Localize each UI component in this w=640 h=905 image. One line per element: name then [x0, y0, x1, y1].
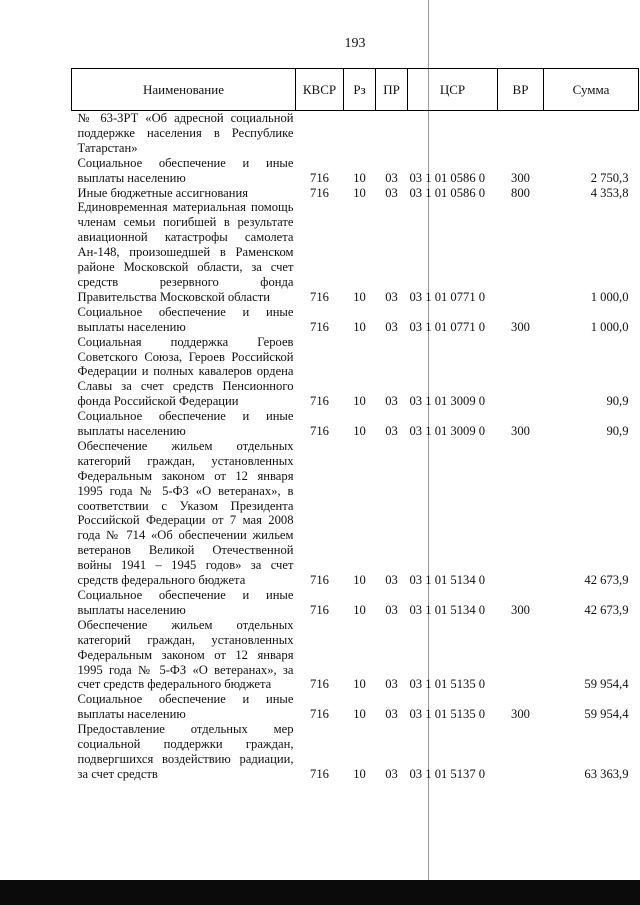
table-row — [72, 588, 639, 618]
cell-kvsr: 716 — [310, 289, 329, 304]
header-sum: Сумма — [544, 69, 639, 111]
cell-sum: 42 673,9 — [584, 573, 629, 588]
cell-rz: 10 — [353, 677, 366, 692]
cell-kvsr: 716 — [310, 677, 329, 692]
cell-kvsr: 716 — [310, 424, 329, 439]
header-pr: ПР — [376, 69, 408, 111]
budget-table-container — [71, 68, 638, 782]
cell-vr: 300 — [511, 170, 530, 185]
cell-kvsr: 716 — [310, 394, 329, 409]
cell-csr — [408, 111, 498, 156]
cell-rz: 10 — [353, 707, 366, 722]
cell-vr — [498, 335, 544, 410]
page-number: 193 — [344, 36, 366, 51]
cell-name: Предоставление отдельных мер социальной поддержки граждан, подвергшихся воздействию радиации, за счет средств — [77, 722, 294, 781]
cell-pr: 03 — [385, 170, 398, 185]
cell-kvsr: 716 — [310, 185, 329, 200]
table-row — [72, 722, 639, 782]
budget-table — [71, 68, 639, 782]
cell-kvsr: 716 — [310, 573, 329, 588]
table-row — [72, 439, 639, 588]
cell-name: Социальное обеспечение и иные выплаты населению — [77, 588, 294, 617]
header-vr: ВР — [498, 69, 544, 111]
cell-rz: 10 — [353, 289, 366, 304]
cell-pr: 03 — [385, 394, 398, 409]
cell-kvsr: 716 — [310, 170, 329, 185]
cell-sum: 90,9 — [606, 394, 629, 409]
cell-sum: 4 353,8 — [590, 185, 629, 200]
cell-name: Обеспечение жильем отдельных категорий граждан, установленных Федеральным законом от 12 января 1995 года № 5-ФЗ «О ветеранах», в соответствии с Указом Президента Российской Федерации от 7 мая 2008 года № 714 «Об обеспечении жильем ветеранов Великой Отечественной войны 1941 – 1945 годов» за счет средств федерального бюджета — [77, 438, 294, 588]
cell-kvsr: 716 — [310, 766, 329, 781]
cell-pr: 03 — [385, 573, 398, 588]
cell-sum: 90,9 — [606, 424, 629, 439]
cell-vr — [498, 722, 544, 782]
cell-csr: 03 1 01 5134 0 — [409, 602, 486, 617]
cell-name: Социальное обеспечение и иные выплаты населению — [77, 155, 294, 185]
cell-vr — [498, 111, 544, 156]
cell-csr: 03 1 01 0586 0 — [409, 185, 486, 200]
cell-csr: 03 1 01 0771 0 — [409, 319, 486, 334]
header-name: Наименование — [72, 69, 296, 111]
cell-pr: 03 — [385, 766, 398, 781]
cell-csr: 03 1 01 0771 0 — [409, 289, 486, 304]
header-rz: Рз — [344, 69, 376, 111]
table-row — [72, 618, 639, 693]
cell-rz: 10 — [353, 766, 366, 781]
cell-pr: 03 — [385, 677, 398, 692]
cell-vr — [498, 200, 544, 304]
cell-kvsr: 716 — [310, 707, 329, 722]
cell-vr: 800 — [511, 185, 530, 200]
cell-kvsr: 716 — [310, 319, 329, 334]
cell-pr: 03 — [385, 707, 398, 722]
cell-rz: 10 — [353, 170, 366, 185]
cell-csr: 03 1 01 5135 0 — [409, 677, 486, 692]
table-row — [72, 692, 639, 722]
cell-csr: 03 1 01 5135 0 — [409, 707, 486, 722]
cell-csr: 03 1 01 5134 0 — [409, 573, 486, 588]
cell-rz: 10 — [353, 573, 366, 588]
table-header-row — [72, 69, 639, 111]
cell-pr — [376, 111, 408, 156]
cell-vr — [498, 618, 544, 693]
cell-csr: 03 1 01 3009 0 — [409, 424, 486, 439]
cell-sum: 2 750,3 — [590, 170, 629, 185]
cell-kvsr — [296, 111, 344, 156]
table-row — [72, 200, 639, 304]
cell-vr — [498, 439, 544, 588]
cell-rz: 10 — [353, 185, 366, 200]
cell-name: Социальное обеспечение и иные выплаты населению — [77, 409, 294, 439]
header-csr: ЦСР — [408, 69, 498, 111]
cell-vr: 300 — [511, 602, 530, 617]
cell-csr: 03 1 01 3009 0 — [409, 394, 486, 409]
table-row — [72, 305, 639, 335]
cell-sum: 59 954,4 — [584, 677, 629, 692]
cell-csr: 03 1 01 0586 0 — [409, 170, 486, 185]
table-row — [72, 111, 639, 156]
cell-name: Социальное обеспечение и иные выплаты населению — [77, 304, 294, 334]
cell-pr: 03 — [385, 289, 398, 304]
cell-rz: 10 — [353, 394, 366, 409]
cell-rz: 10 — [353, 602, 366, 617]
cell-sum: 63 363,9 — [584, 766, 629, 781]
cell-name: Иные бюджетные ассигнования — [77, 185, 249, 200]
cell-csr: 03 1 01 5137 0 — [409, 766, 486, 781]
cell-rz — [344, 111, 376, 156]
cell-pr: 03 — [385, 319, 398, 334]
table-row — [72, 409, 639, 439]
cell-rz: 10 — [353, 424, 366, 439]
cell-pr: 03 — [385, 602, 398, 617]
table-row — [72, 335, 639, 410]
cell-vr: 300 — [511, 424, 530, 439]
cell-name: Единовременная материальная помощь членам семьи погибшей в результате авиационной катастрофы самолета Ан-148, произошедшей в Раменском районе Московской области, за счет средств резервного фонда Правительства Московской области — [77, 200, 294, 304]
cell-pr: 03 — [385, 424, 398, 439]
cell-name: Социальное обеспечение и иные выплаты населению — [77, 692, 294, 722]
cell-name: Социальная поддержка Героев Советского Союза, Героев Российской Федерации и полных кавалеров ордена Славы за счет средств Пенсионного фонда Российской Федерации — [77, 334, 294, 409]
cell-name: Обеспечение жильем отдельных категорий граждан, установленных Федеральным законом от 12 января 1995 года № 5-ФЗ «О ветеранах», за счет средств федерального бюджета — [77, 617, 294, 692]
cell-sum — [544, 111, 639, 156]
header-kvsr: КВСР — [296, 69, 344, 111]
cell-sum: 1 000,0 — [590, 319, 629, 334]
cell-vr: 300 — [511, 707, 530, 722]
cell-sum: 59 954,4 — [584, 707, 629, 722]
cell-sum: 1 000,0 — [590, 289, 629, 304]
table-row — [72, 186, 639, 201]
cell-rz: 10 — [353, 319, 366, 334]
cell-name: № 63-ЗРТ «Об адресной социальной поддержке населения в Республике Татарстан» — [77, 111, 294, 155]
table-row — [72, 156, 639, 186]
cell-pr: 03 — [385, 185, 398, 200]
scan-border — [0, 880, 640, 905]
cell-sum: 42 673,9 — [584, 602, 629, 617]
cell-kvsr: 716 — [310, 602, 329, 617]
cell-vr: 300 — [511, 319, 530, 334]
